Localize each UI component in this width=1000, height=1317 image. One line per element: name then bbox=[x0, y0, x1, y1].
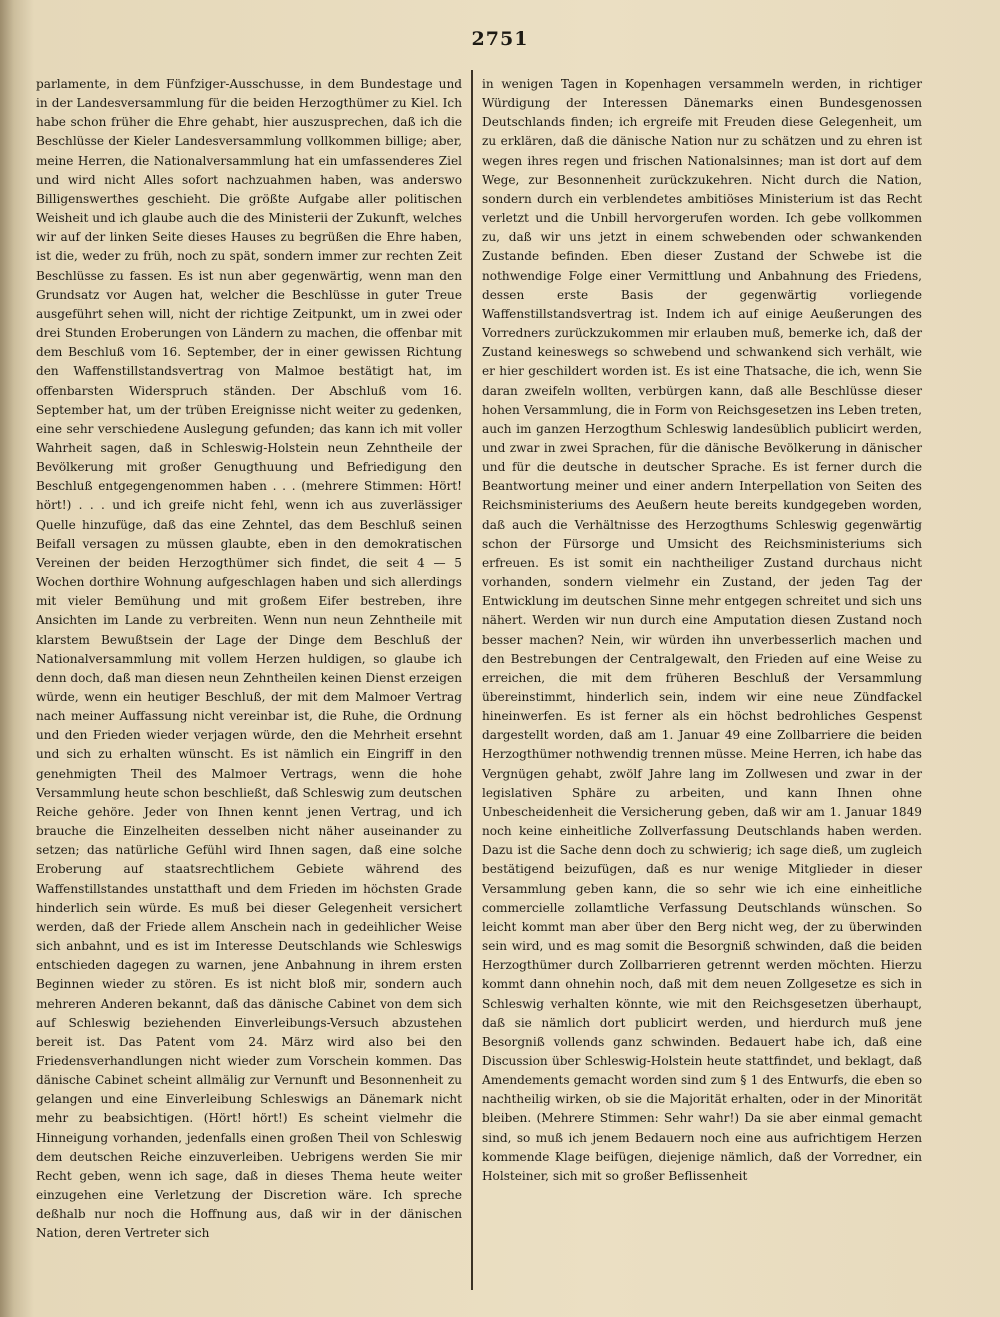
left-column-text: parlamente, in dem Fünfziger-Ausschusse, in dem Bundestage und in der Landesversammlung für die beiden Herzogthümer zu Kiel. Ich habe schon früher die Ehre gehabt, hier auszusprechen, daß ich die Beschlüsse der Kieler Landesversammlung vollkommen billige; aber, meine Herren, die Nationalversammlung hat ein umfassenderes Ziel und wird nicht Alles sofort nachzuahmen haben, was anderswo Billigenswerthes geschieht. Die größte Aufgabe aller politischen Weisheit und ich glaube auch die des Ministerii der Zukunft, welches wir auf der linken Seite dieses Hauses zu begrüßen die Ehre haben, ist die, weder zu früh, noch zu spät, sondern immer zur rechten Zeit Beschlüsse zu fassen. Es ist nun aber gegenwärtig, wenn man den Grundsatz vor Augen hat, welcher die Beschlüsse in guter Treue ausgeführt sehen will, nicht der richtige Zeitpunkt, um in zwei oder drei Stunden Eroberungen von Ländern zu machen, die offenbar mit dem Beschluß vom 16. September, der in einer gewissen Richtung den Waffenstillstandsvertrag von Malmoe bestätigt hat, im offenbarsten Widerspruch ständen. Der Abschluß vom 16. September hat, um der trüben Ereignisse nicht weiter zu gedenken, eine sehr verschiedene Auslegung gefunden; das kann ich mit voller Wahrheit sagen, daß in Schleswig-Holstein neun Zehntheile der Bevölkerung mit großer Genugthuung und Befriedigung den Beschluß entgegengenommen haben . . . (mehrere Stimmen: Hört! hört!) . . . und ich greife nicht fehl, wenn ich aus zuverlässiger Quelle hinzufüge, daß das eine Zehntel, das dem Beschluß seinen Beifall versagen zu müssen glaubte, eben in den demokratischen Vereinen der beiden Herzogthümer sich findet, die seit 4 — 5 Wochen dorthire Wohnung aufgeschlagen haben und sich allerdings mit vieler Bemühung und mit großem Eifer bestreben, ihre Ansichten im Lande zu verbreiten. Wenn nun neun Zehntheile mit klarstem Bewußtsein der Lage der Dinge dem Beschluß der Nationalversammlung mit vollem Herzen huldigen, so glaube ich denn doch, daß man diesen neun Zehntheilen keinen Dienst erzeigen würde, wenn ein heutiger Beschluß, der mit dem Malmoer Vertrag nach meiner Auffassung nicht vereinbar ist, die Ruhe, die Ordnung und den Frieden wieder verjagen würde, den die Mehrheit ersehnt und sich zu erhalten wünscht. Es ist nämlich ein Eingriff in den genehmigten Theil des Malmoer Vertrags, wenn die hohe Versammlung heute schon beschließt, daß Schleswig zum deutschen Reiche gehöre. Jeder von Ihnen kennt jenen Vertrag, und ich brauche die Einzelheiten desselben nicht näher auseinander zu setzen; das natürliche Gefühl wird Ihnen sagen, daß eine solche Eroberung auf staatsrechtlichem Gebiete während des Waffenstillstandes unstatthaft und dem Frieden im höchsten Grade hinderlich sein würde. Es muß bei dieser Gelegenheit versichert werden, daß der Friede allem Anschein nach in gedeihlicher Weise sich anbahnt, und es ist im Interesse Deutschlands wie Schleswigs entschieden dagegen zu warnen, jene Anbahnung in ihrem ersten Beginnen wieder zu stören. Es ist nicht bloß mir, sondern auch mehreren Anderen bekannt, daß das dänische Cabinet von dem sich auf Schleswig beziehenden Einverleibungs-Versuch abzustehen bereit ist. Das Patent vom 24. März wird also bei den Friedensverhandlungen nicht wieder zum Vorschein kommen. Das dänische Cabinet scheint allmälig zur Vernunft und Besonnenheit zu gelangen und eine Einverleibung Schleswigs an Dänemark nicht mehr zu beabsichtigen. (Hört! hört!) Es scheint vielmehr die Hinneigung vorhanden, jedenfalls einen großen Theil von Schleswig dem deutschen Reiche einzuverleiben. Uebrigens werden Sie mir Recht geben, wenn ich sage, daß in dieses Thema heute weiter einzugehen eine Verletzung der Discretion wäre. Ich spreche deßhalb nur noch die Hoffnung aus, daß wir in der dänischen Nation, deren Vertreter sich bbox=[36, 77, 462, 1241]
column-divider bbox=[471, 70, 473, 1290]
right-column-text: in wenigen Tagen in Kopenhagen versammeln werden, in richtiger Würdigung der Interessen Dänemarks einen Bundesgenossen Deutschlands finden; ich ergreife mit Freuden diese Gelegenheit, um zu erklären, daß die dänische Nation nur zu schätzen und zu ehren ist wegen ihres regen und frischen Nationalsinnes; man ist dort auf dem Wege, zur Besonnenheit zurückzukehren. Nicht durch die Nation, sondern durch ein verblendetes ambitiöses Ministerium ist das Recht verletzt und die Unbill hervorgerufen worden. Ich gebe vollkommen zu, daß wir uns jetzt in einem schwebenden oder schwankenden Zustande befinden. Eben dieser Zustand der Schwebe ist die nothwendige Folge einer Vermittlung und Anbahnung des Friedens, dessen erste Basis der gegenwärtig vorliegende Waffenstillstandsvertrag ist. Indem ich auf einige Aeußerungen des Vorredners zurückzukommen mir erlauben muß, bemerke ich, daß der Zustand keineswegs so schwebend und schwankend sich verhält, wie er hier geschildert worden ist. Es ist eine Thatsache, die ich, wenn Sie daran zweifeln wollten, verbürgen kann, daß alle Beschlüsse dieser hohen Versammlung, die in Form von Reichsgesetzen ins Leben treten, auch im ganzen Herzogthum Schleswig landesüblich publicirt werden, und zwar in zwei Sprachen, für die dänische Bevölkerung in dänischer und für die deutsche in deutscher Sprache. Es ist ferner durch die Beantwortung meiner und einer andern Interpellation von Seiten des Reichsministeriums des Aeußern heute bereits kundgegeben worden, daß auch die Verhältnisse des Herzogthums Schleswig gegenwärtig schon der Fürsorge und Umsicht des Reichsministeriums sich erfreuen. Es ist somit ein nachtheiliger Zustand durchaus nicht vorhanden, sondern vielmehr ein Zustand, der jeden Tag der Entwicklung im deutschen Sinne mehr entgegen schreitet und sich uns nähert. Werden wir nun durch eine Amputation diesen Zustand noch besser machen? Nein, wir würden ihn unverbesserlich machen und den Bestrebungen der Centralgewalt, den Frieden auf eine Weise zu erreichen, die mit dem früheren Beschluß der Versammlung übereinstimmt, hinderlich sein, indem wir eine neue Zündfackel hineinwerfen. Es ist ferner als ein höchst bedrohliches Gespenst dargestellt worden, daß am 1. Januar 49 eine Zollbarriere die beiden Herzogthümer nothwendig trennen müsse. Meine Herren, ich habe das Vergnügen gehabt, zwölf Jahre lang im Zollwesen und zwar in der legislativen Sphäre zu arbeiten, und kann Ihnen ohne Unbescheidenheit die Versicherung geben, daß wir am 1. Januar 1849 noch keine einheitliche Zollverfassung Deutschlands haben werden. Dazu ist die Sache denn doch zu schwierig; ich sage dieß, um zugleich bestätigend beizufügen, daß es nur wenige Mitglieder in dieser Versammlung geben kann, die so sehr wie ich eine einheitliche commercielle zollamtliche Verfassung Deutschlands wünschen. So leicht kommt man aber über den Berg nicht weg, der zu überwinden sein wird, und es mag somit die Besorgniß schwinden, daß die beiden Herzogthümer durch Zollbarrieren getrennt werden möchten. Hierzu kommt dann ohnehin noch, daß mit dem neuen Zollgesetze es sich in Schleswig verhalten könnte, wie mit den Reichsgesetzen überhaupt, daß sie nämlich dort publicirt werden, und hierdurch muß jene Besorgniß vollends ganz schwinden. Bedauert habe ich, daß eine Discussion über Schleswig-Holstein heute stattfindet, und beklagt, daß Amendements gemacht worden sind zum § 1 des Entwurfs, die eben so nachtheilig wirken, ob sie die Majorität erhalten, oder in der Minorität bleiben. (Mehrere Stimmen: Sehr wahr!) Da sie aber einmal gemacht sind, so muß ich jenem Bedauern noch eine aus aufrichtigem Herzen kommende Klage beifügen, diejenige nämlich, daß der Vorredner, ein Holsteiner, sich mit so großer Beflissenheit bbox=[482, 77, 922, 1183]
page-number: 2751 bbox=[471, 28, 529, 50]
left-text-column bbox=[36, 75, 462, 1244]
right-text-column bbox=[482, 75, 922, 1186]
